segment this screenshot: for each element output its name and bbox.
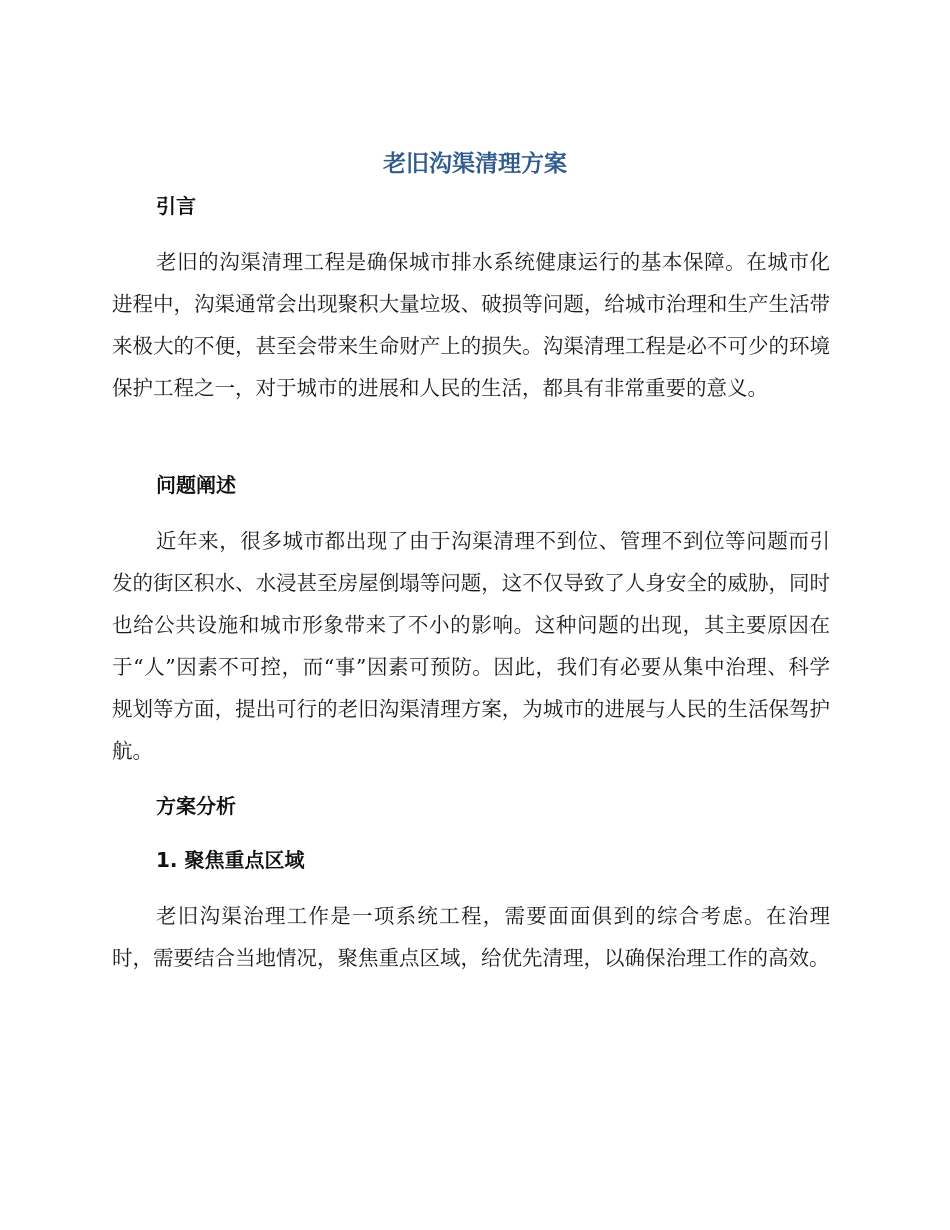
document-title: 老旧沟渠清理方案 <box>383 151 567 177</box>
section-paragraph-problem: 近年来，很多城市都出现了由于沟渠清理不到位、管理不到位等问题而引发的街区积水、水浸甚至房屋倒塌等问题，这不仅导致了人身安全的威胁，同时也给公共设施和城市形象带来了不小的影响。这种问题的出现，其主要原因在于“人”因素不可控，而“事”因素可预防。因此，我们有必要从集中治理、科学规划等方面，提出可行的老旧沟渠清理方案，为城市的进展与人民的生活保驾护航。 <box>112 529 830 763</box>
subsection-heading-focus-areas: 1. 聚焦重点区域 <box>156 848 305 872</box>
section-paragraph-introduction: 老旧的沟渠清理工程是确保城市排水系统健康运行的基本保障。在城市化进程中，沟渠通常会出现聚积大量垃圾、破损等问题，给城市治理和生产生活带来极大的不便，甚至会带来生命财产上的损失。沟渠清理工程是必不可少的环境保护工程之一，对于城市的进展和人民的生活，都具有非常重要的意义。 <box>112 250 830 400</box>
section-heading-analysis: 方案分析 <box>156 794 236 818</box>
section-heading-introduction: 引言 <box>156 194 196 218</box>
subsection-paragraph-focus-areas: 老旧沟渠治理工作是一项系统工程，需要面面俱到的综合考虑。在治理时，需要结合当地情况，聚焦重点区域，给优先清理，以确保治理工作的高效。 <box>112 904 830 970</box>
section-heading-problem: 问题阐述 <box>156 473 236 497</box>
